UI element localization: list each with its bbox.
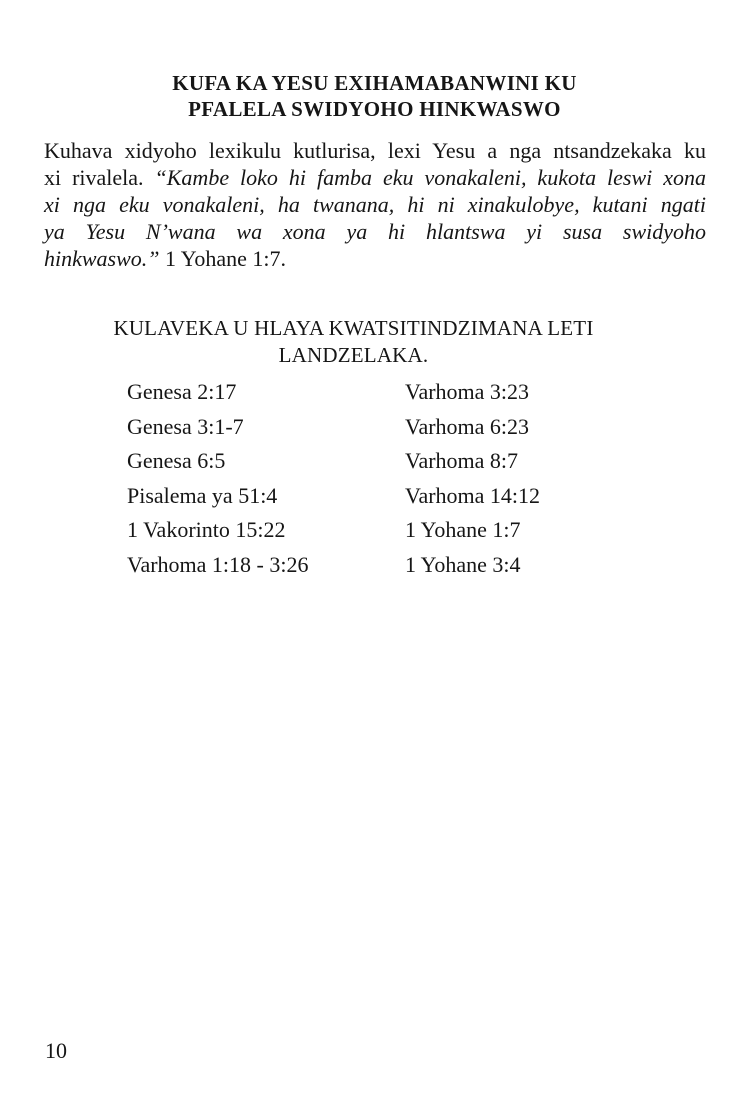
reference-row xyxy=(127,484,540,519)
paragraph-line-5 xyxy=(44,245,706,272)
reference-item: Varhoma 3:23 xyxy=(405,379,530,404)
quote-text: hinkwaswo.” xyxy=(44,246,166,271)
reference-item: Genesa 6:5 xyxy=(127,448,226,473)
reference-row xyxy=(127,415,540,450)
paragraph-text: Kuhava xidyoho lexikulu kutlurisa, lexi Yesu a nga ntsandzekaka ku xyxy=(44,138,706,163)
reference-row xyxy=(127,553,540,588)
reference-item: 1 Vakorinto 15:22 xyxy=(127,517,286,542)
quote-text: xi nga eku vonakaleni, ha twanana, hi ni xinakulobye, kutani ngati xyxy=(44,192,706,217)
section-heading-line1: KULAVEKA U HLAYA KWATSITINDZIMANA LETI xyxy=(113,316,594,340)
reference-item: Genesa 2:17 xyxy=(127,379,237,404)
reference-row xyxy=(127,518,540,553)
paragraph-line-4 xyxy=(44,218,706,245)
citation-text: 1 Yohane 1:7. xyxy=(165,246,287,271)
reference-item: 1 Yohane 1:7 xyxy=(405,517,521,542)
reference-list xyxy=(127,380,540,587)
paragraph-line-3 xyxy=(44,191,706,218)
page-title xyxy=(0,70,749,122)
reference-item: Genesa 3:1-7 xyxy=(127,413,244,439)
section-heading xyxy=(0,315,707,369)
page-title-line2: PFALELA SWIDYOHO HINKWASWO xyxy=(188,97,561,121)
reference-item: Varhoma 8:7 xyxy=(405,448,519,473)
reference-row xyxy=(127,449,540,484)
intro-paragraph xyxy=(44,137,706,272)
page-number: 10 xyxy=(45,1038,67,1063)
reference-item: Varhoma 14:12 xyxy=(405,482,541,508)
reference-item: Pisalema ya 51:4 xyxy=(127,482,278,508)
reference-item: Varhoma 1:18 - 3:26 xyxy=(127,551,309,577)
quote-text: ya Yesu N’wana wa xona ya hi hlantswa yi susa swidyoho xyxy=(44,219,706,244)
quote-text: “Kambe loko hi famba eku vonakaleni, kukota leswi xona xyxy=(154,165,706,190)
paragraph-text: xi rivalela. xyxy=(44,165,155,190)
paragraph-line-1 xyxy=(44,137,706,164)
page-title-line1: KUFA KA YESU EXIHAMABANWINI KU xyxy=(172,71,577,95)
section-heading-line2: LANDZELAKA. xyxy=(278,343,429,367)
reference-item: 1 Yohane 3:4 xyxy=(405,551,521,577)
reference-row xyxy=(127,380,540,415)
paragraph-line-2 xyxy=(44,164,706,191)
reference-item: Varhoma 6:23 xyxy=(405,413,530,439)
